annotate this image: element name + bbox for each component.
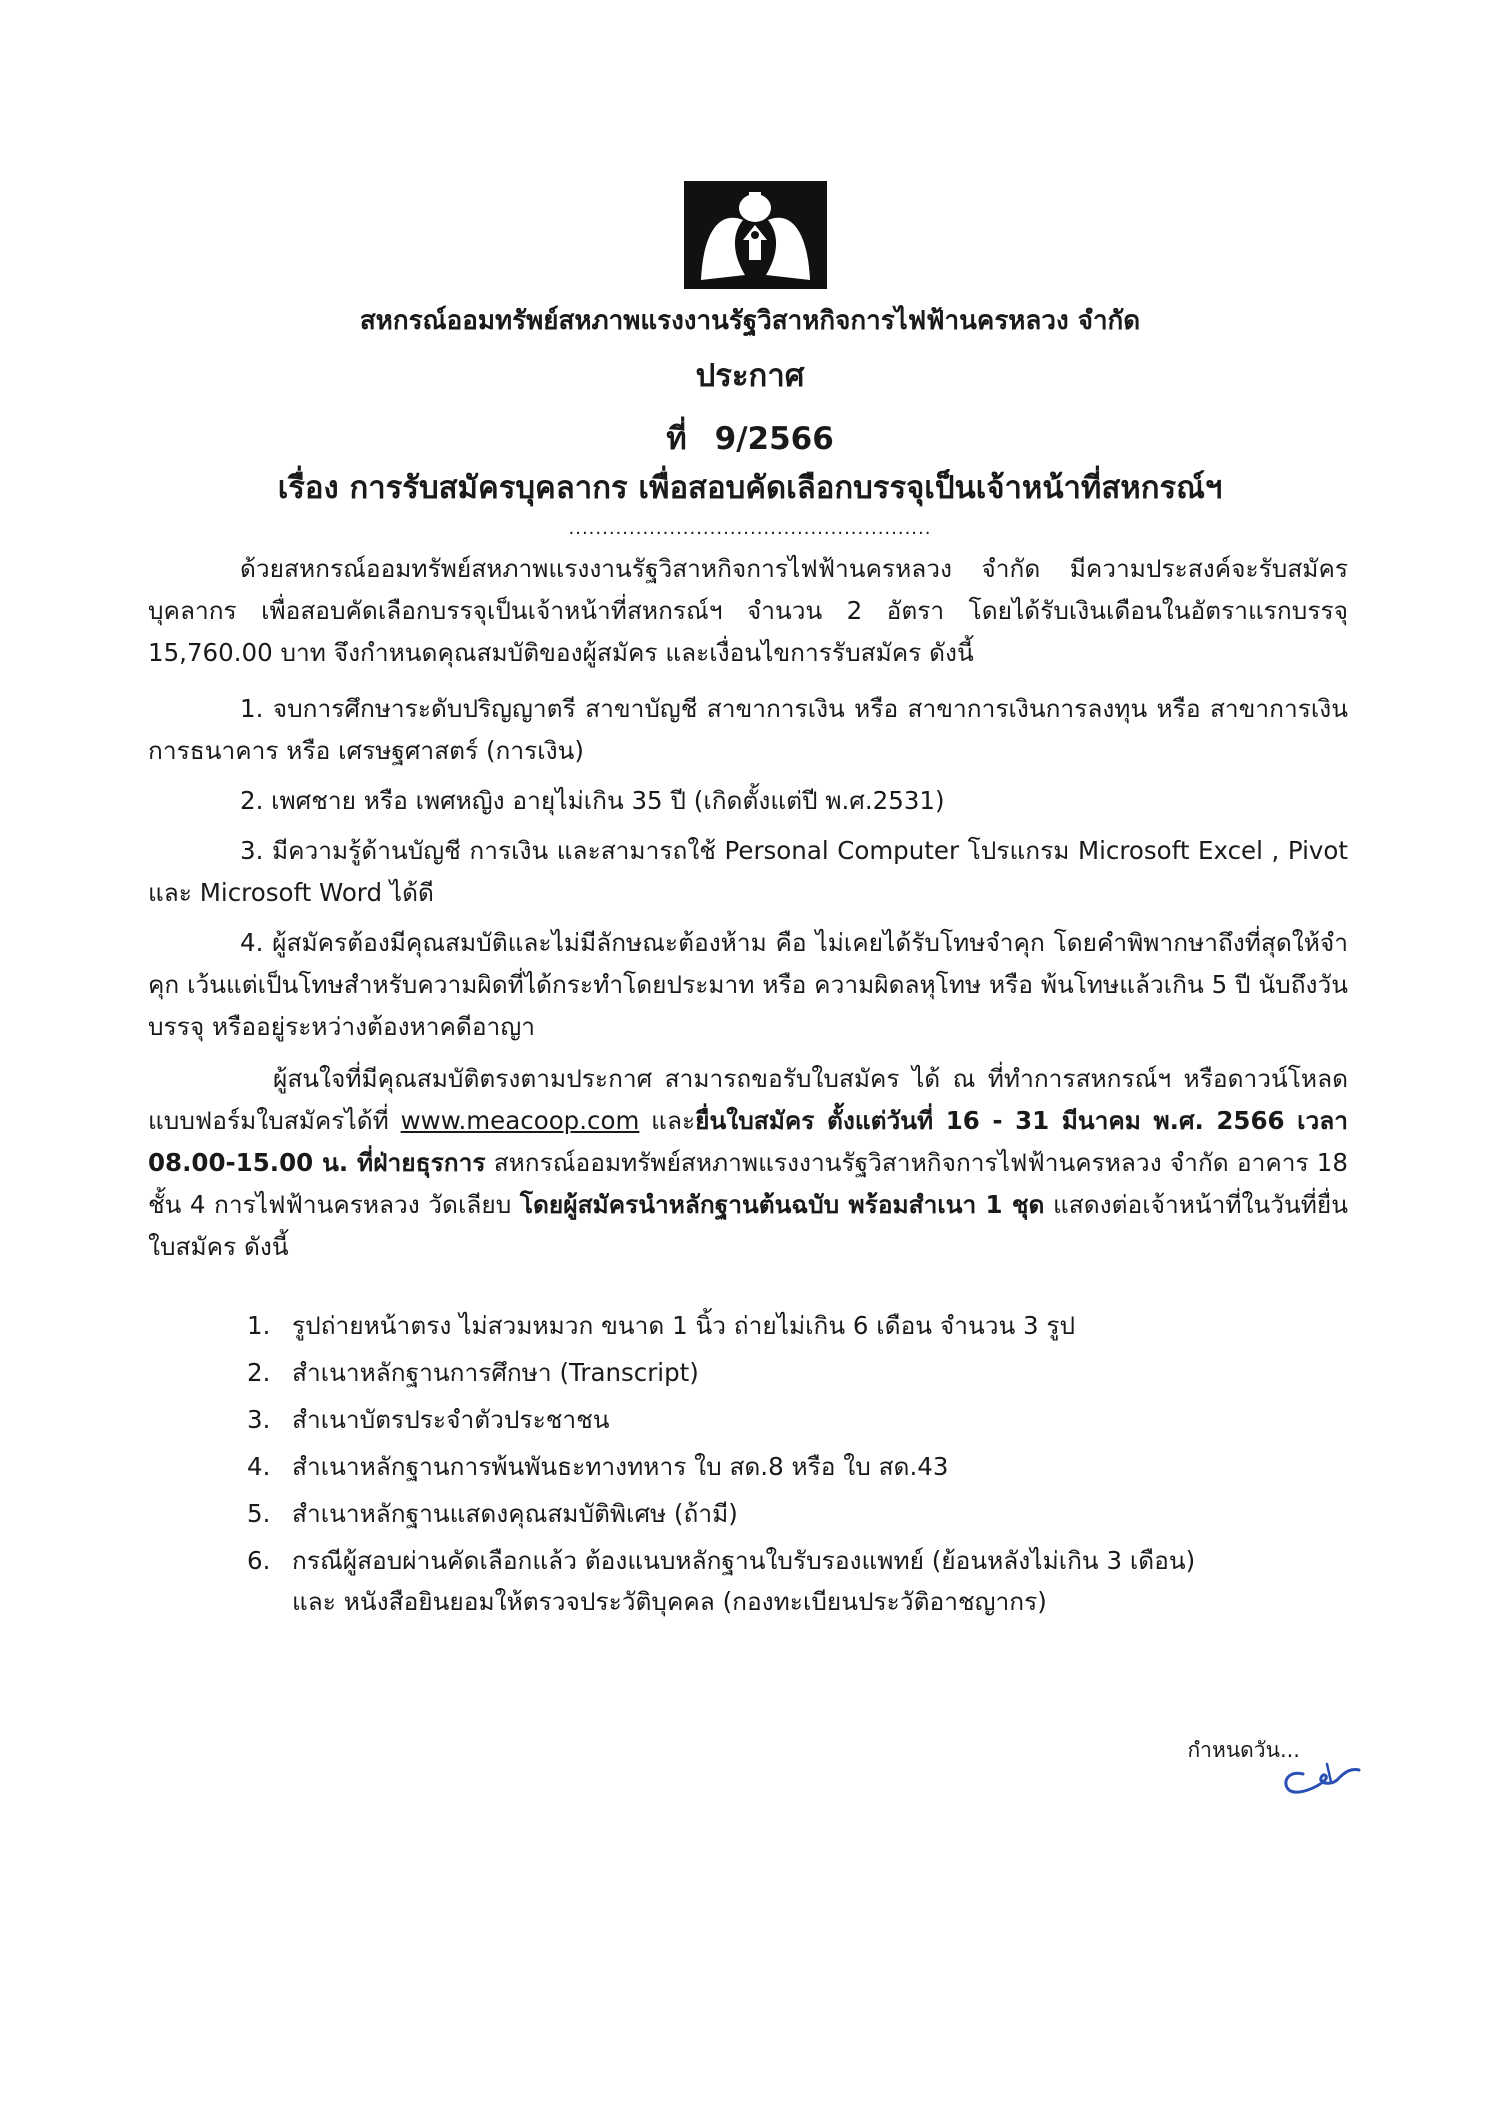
document-text: สำเนาบัตรประจำตัวประชาชน bbox=[292, 1405, 610, 1434]
criteria-list bbox=[148, 688, 1348, 1056]
continued-note: กำหนดวัน... bbox=[1187, 1738, 1300, 1762]
document-item bbox=[247, 1450, 1195, 1484]
document-number: 2. bbox=[247, 1358, 271, 1387]
intro-paragraph bbox=[148, 548, 1348, 674]
application-text-1: ผู้สนใจที่มีคุณสมบัติตรงตามประกาศ สามารถขอรับใบสมัคร ได้ ณ ที่ทำการสหกรณ์ฯ หรือดาวน์โหลดแบบฟอร์มใบสมัครได้ที่ bbox=[148, 1064, 1348, 1135]
divider: ...................................................... bbox=[568, 518, 932, 539]
announcement-subject: เรื่อง การรับสมัครบุคลากร เพื่อสอบคัดเลือกบรรจุเป็นเจ้าหน้าที่สหกรณ์ฯ bbox=[277, 470, 1223, 506]
document-text: กรณีผู้สอบผ่านคัดเลือกแล้ว ต้องแนบหลักฐานใบรับรองแพทย์ (ย้อนหลังไม่เกิน 3 เดือน) bbox=[292, 1546, 1196, 1575]
document-item bbox=[247, 1497, 1195, 1531]
document-item bbox=[247, 1309, 1195, 1343]
document-item-continuation: และ หนังสือยินยอมให้ตรวจประวัติบุคคล (กองทะเบียนประวัติอาชญากร) bbox=[292, 1587, 1047, 1616]
criterion-4: 4. ผู้สมัครต้องมีคุณสมบัติและไม่มีลักษณะต้องห้าม คือ ไม่เคยได้รับโทษจำคุก โดยคำพิพากษาถึงที่สุดให้จำคุก เว้นแต่เป็นโทษสำหรับความผิดที่ได้กระทำโดยประมาท หรือ ความผิดลหุโทษ หรือ พ้นโทษแล้วเกิน 5 ปี นับถึงวันบรรจุ หรืออยู่ระหว่างต้องหาคดีอาญา bbox=[148, 928, 1348, 1041]
application-requirement: โดยผู้สมัครนำหลักฐานต้นฉบับ พร้อมสำเนา 1 ชุด bbox=[519, 1190, 1045, 1219]
signature-mark bbox=[1275, 1760, 1365, 1800]
number-label: ที่ bbox=[666, 421, 687, 457]
document-text: สำเนาหลักฐานการศึกษา (Transcript) bbox=[292, 1358, 699, 1387]
application-text-2: และ bbox=[639, 1106, 696, 1135]
organization-name: สหกรณ์ออมทรัพย์สหภาพแรงงานรัฐวิสาหกิจการไฟฟ้านครหลวง จำกัด bbox=[359, 306, 1141, 336]
criterion-3: 3. มีความรู้ด้านบัญชี การเงิน และสามารถใช้ Personal Computer โปรแกรม Microsoft Excel , Pivot และ Microsoft Word ได้ดี bbox=[148, 836, 1348, 907]
application-text bbox=[148, 1058, 1348, 1268]
criterion-2: 2. เพศชาย หรือ เพศหญิง อายุไม่เกิน 35 ปี (เกิดตั้งแต่ปี พ.ศ.2531) bbox=[240, 786, 945, 815]
document-text: รูปถ่ายหน้าตรง ไม่สวมหมวก ขนาด 1 นิ้ว ถ่ายไม่เกิน 6 เดือน จำนวน 3 รูป bbox=[292, 1311, 1076, 1340]
document-item bbox=[247, 1544, 1195, 1578]
document-text: สำเนาหลักฐานแสดงคุณสมบัติพิเศษ (ถ้ามี) bbox=[292, 1499, 738, 1528]
document-number: 1. bbox=[247, 1311, 271, 1340]
intro-text: ด้วยสหกรณ์ออมทรัพย์สหภาพแรงงานรัฐวิสาหกิจการไฟฟ้านครหลวง จำกัด มีความประสงค์จะรับสมัครบุคลากร เพื่อสอบคัดเลือกบรรจุเป็นเจ้าหน้าที่สหกรณ์ฯ จำนวน 2 อัตรา โดยได้รับเงินเดือนในอัตราแรกบรรจุ 15,760.00 บาท จึงกำหนดคุณสมบัติของผู้สมัคร และเงื่อนไขการรับสมัคร ดังนี้ bbox=[148, 554, 1348, 667]
document-item bbox=[247, 1356, 1195, 1390]
application-text-3: สหกรณ์ออมทรัพย์สหภาพแรงงานรัฐวิสาหกิจการไฟฟ้านครหลวง จำกัด อาคาร 18 ชั้น 4 การไฟฟ้านครหลวง วัดเลียบ bbox=[148, 1148, 1348, 1219]
document-number: 6. bbox=[247, 1546, 271, 1575]
announcement-title: ประกาศ bbox=[695, 358, 805, 394]
document-number: 3. bbox=[247, 1405, 271, 1434]
document-number: 5. bbox=[247, 1499, 271, 1528]
document-text: สำเนาหลักฐานการพ้นพันธะทางทหาร ใบ สด.8 หรือ ใบ สด.43 bbox=[292, 1452, 949, 1481]
required-documents bbox=[247, 1309, 1195, 1619]
website-link[interactable]: www.meacoop.com bbox=[400, 1106, 640, 1135]
document-number: 4. bbox=[247, 1452, 271, 1481]
application-period: ยื่นใบสมัคร ตั้งแต่วันที่ 16 - 31 มีนาคม พ.ศ. 2566 เวลา 08.00-15.00 น. ที่ฝ่ายธุรการ bbox=[148, 1106, 1348, 1177]
application-text-4: แสดงต่อเจ้าหน้าที่ในวันที่ยื่นใบสมัคร ดังนี้ bbox=[148, 1190, 1348, 1261]
application-paragraph bbox=[148, 1058, 1348, 1268]
document-item bbox=[247, 1403, 1195, 1437]
number-value: 9/2566 bbox=[714, 421, 834, 457]
announcement-number bbox=[0, 413, 1500, 463]
criterion-1: 1. จบการศึกษาระดับปริญญาตรี สาขาบัญชี สาขาการเงิน หรือ สาขาการเงินการลงทุน หรือ สาขาการเงินการธนาคาร หรือ เศรษฐศาสตร์ (การเงิน) bbox=[148, 694, 1348, 765]
organization-logo bbox=[683, 180, 828, 290]
